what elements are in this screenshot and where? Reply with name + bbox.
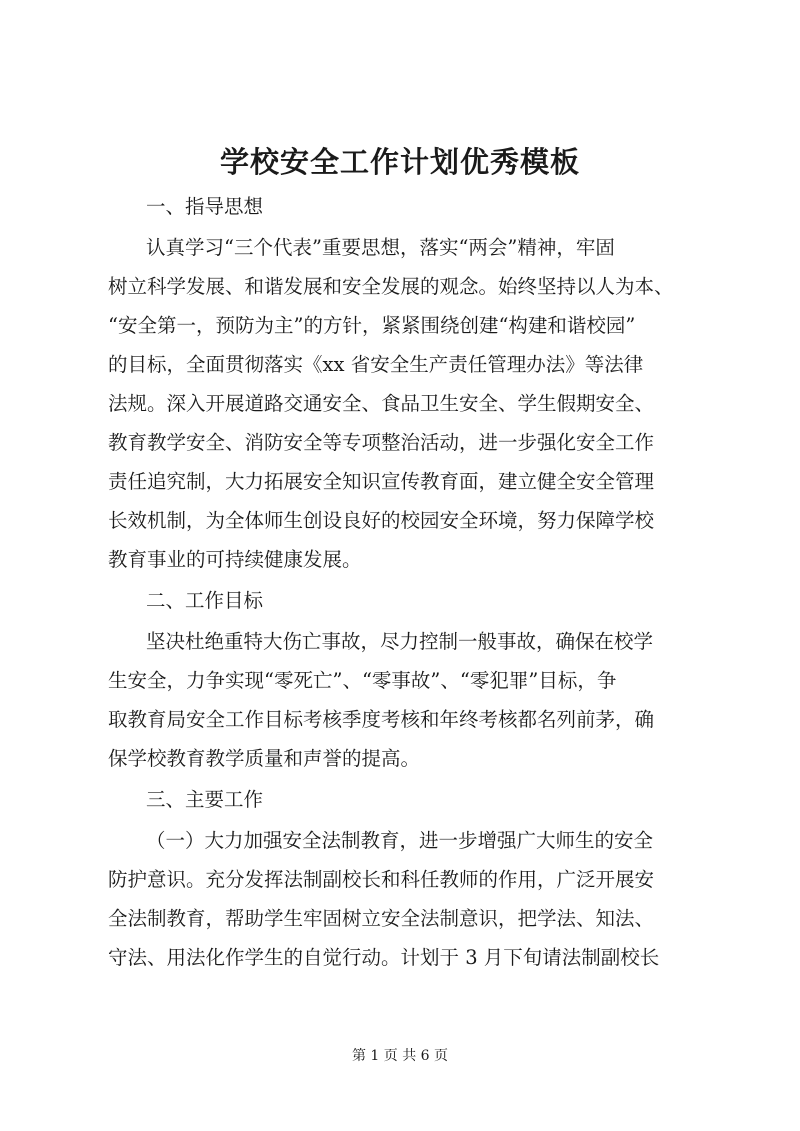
paragraph-line: 长效机制，为全体师生创设良好的校园安全环境，努力保障学校 <box>108 509 655 532</box>
section-heading-main-work: 三、主要工作 <box>146 788 264 811</box>
paragraph-line: “安全第一，预防为主”的方针，紧紧围绕创建“构建和谐校园” <box>108 314 636 337</box>
page-number-footer: 第 1 页 共 6 页 <box>351 1048 449 1064</box>
paragraph-line: 树立科学发展、和谐发展和安全发展的观念。始终坚持以人为本、 <box>108 275 674 298</box>
paragraph-line: 取教育局安全工作目标考核季度考核和年终考核都名列前茅，确 <box>108 708 655 731</box>
document-title: 学校安全工作计划优秀模板 <box>219 145 580 179</box>
paragraph-line: 教育教学安全、消防安全等专项整治活动，进一步强化安全工作 <box>108 431 655 454</box>
section-heading-work-goals: 二、工作目标 <box>146 589 264 612</box>
paragraph-line: 全法制教育，帮助学生牢固树立安全法制意识，把学法、知法、 <box>108 907 655 930</box>
paragraph-line: 认真学习“三个代表”重要思想，落实“两会”精神，牢固 <box>146 236 615 259</box>
paragraph-line: 坚决杜绝重特大伤亡事故，尽力控制一般事故，确保在校学 <box>146 630 654 653</box>
paragraph-line: 教育事业的可持续健康发展。 <box>108 548 362 571</box>
paragraph-line: 守法、用法化作学生的自觉行动。计划于 3 月下旬请法制副校长 <box>108 946 660 969</box>
paragraph-line: 的目标，全面贯彻落实《xx 省安全生产责任管理办法》等法律 <box>108 353 644 376</box>
paragraph-line: 生安全，力争实现“零死亡”、“零事故”、“零犯罪”目标，争 <box>108 669 617 692</box>
paragraph-line: 法规。深入开展道路交通安全、食品卫生安全、学生假期安全、 <box>108 392 655 415</box>
paragraph-line: 防护意识。充分发挥法制副校长和科任教师的作用，广泛开展安 <box>108 868 655 891</box>
paragraph-line: （一）大力加强安全法制教育，进一步增强广大师生的安全 <box>146 829 654 852</box>
paragraph-line: 保学校教育教学质量和声誉的提高。 <box>108 747 421 770</box>
paragraph-line: 责任追究制，大力拓展安全知识宣传教育面，建立健全安全管理 <box>108 470 655 493</box>
section-heading-guiding-thought: 一、指导思想 <box>146 195 264 218</box>
